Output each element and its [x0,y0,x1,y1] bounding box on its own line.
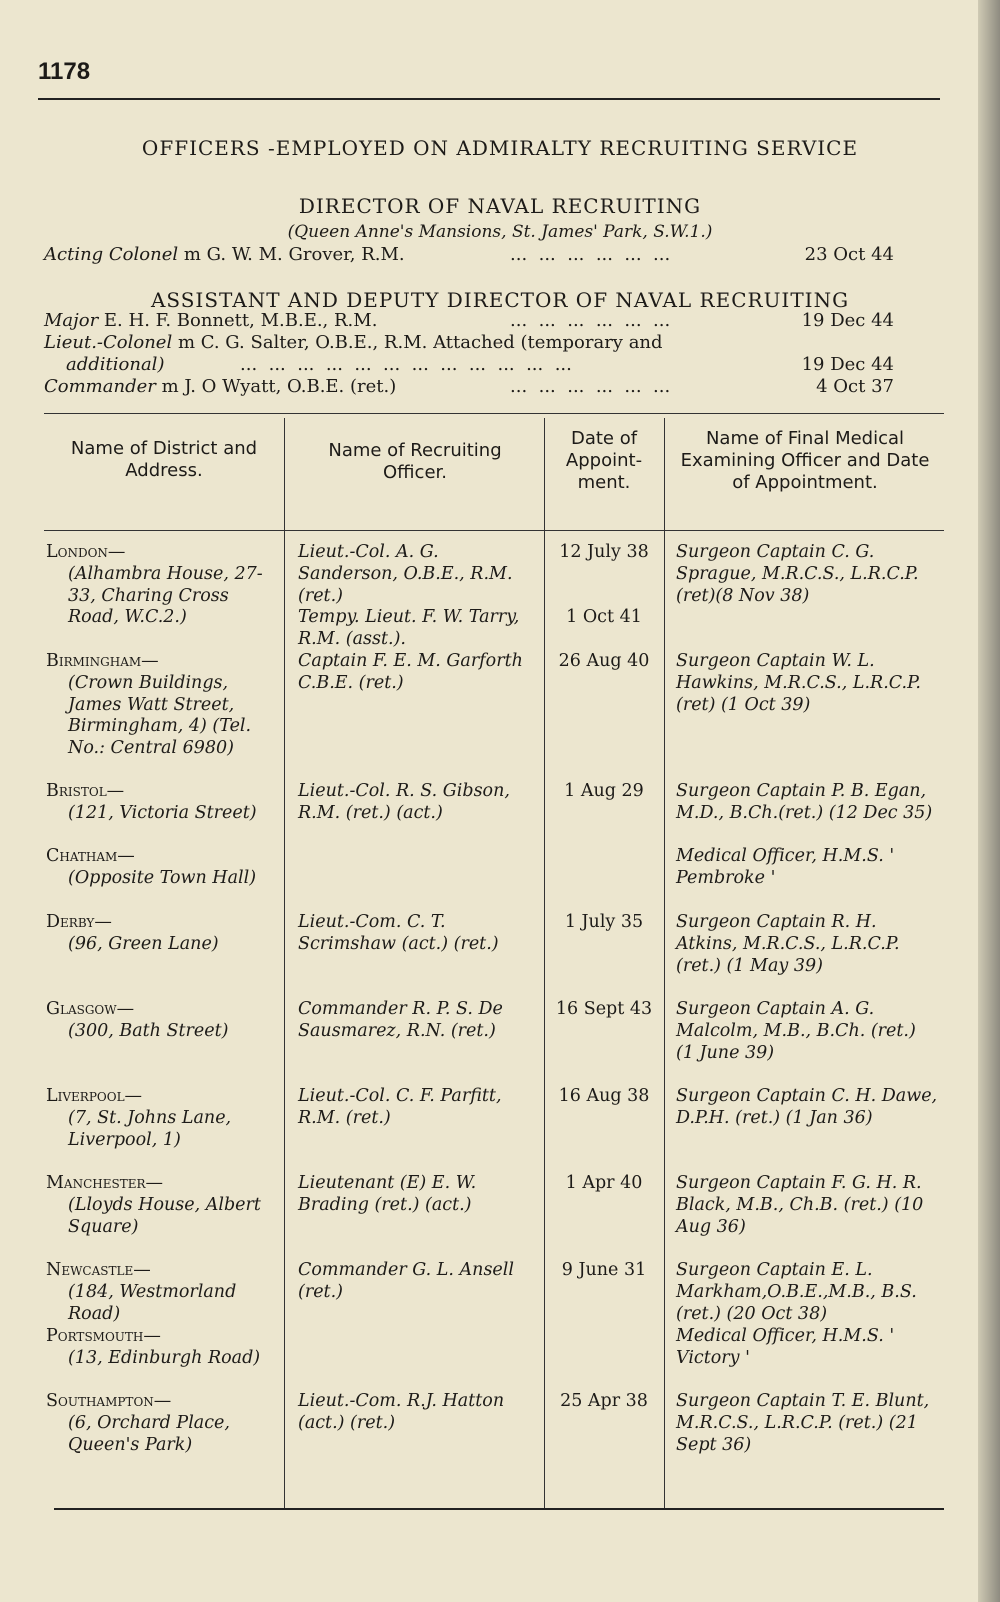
assistant-entry: Commander m J. O Wyatt, O.B.E. (ret.) ... ... ... ... ... ... 4 Oct 37 [44,376,894,397]
director-name: m G. W. M. Grover, R.M. [183,244,405,265]
column-divider [284,418,285,1510]
header-officer: Name of Recruiting Officer. [328,440,502,483]
assistant-entry: Major E. H. F. Bonnett, M.B.E., R.M. ... ... ... ... ... ... 19 Dec 44 [44,310,894,331]
entry-rank: Major [44,310,99,331]
table-row-medical: Surgeon Captain A. G. Malcolm, M.B., B.Ch. (ret.) (1 June 39) [676,999,916,1063]
table-row-district: London— (Alhambra House, 27-33, Charing Cross Road, W.C.2.) [46,542,263,628]
table-row-date: 1 July 35 [564,912,644,932]
table-row-medical: Surgeon Captain T. E. Blunt, M.R.C.S., L.R.C.P. (ret.) (21 Sept 36) [676,1391,930,1455]
header-rule [44,530,944,531]
assistant-entry-continued: additional) ... ... ... ... ... ... ... ... ... ... ... ... 19 Dec 44 [44,354,944,375]
director-rank: Acting Colonel [44,244,179,265]
entry-name: m C. G. Salter, O.B.E., R.M. Attached (temporary and [177,332,663,353]
table-row-officer: Lieut.-Col. R. S. Gibson, R.M. (ret.) (act.) [298,781,510,823]
entry-name: additional) [66,354,165,375]
table-row-district: Newcastle— (184, Westmorland Road) [46,1260,237,1324]
table-row-officer: Lieut.-Com. C. T. Scrimshaw (act.) (ret.) [298,912,499,954]
table-row-district: Liverpool— (7, St. Johns Lane, Liverpool, 1) [46,1086,232,1150]
table-row-date: 16 Sept 43 [555,999,653,1019]
table-row-medical: Medical Officer, H.M.S. ' Victory ' [676,1326,895,1368]
assistant-heading: ASSISTANT AND DEPUTY DIRECTOR OF NAVAL RECRUITING [150,288,850,312]
page-number: 1178 [38,58,91,85]
recruiting-table [44,418,944,1510]
table-row-date: 26 Aug 40 [558,651,650,671]
director-address: (Queen Anne's Mansions, St. James' Park, S.W.1.) [287,222,713,242]
entry-date: 4 Oct 37 [816,376,894,397]
director-entry: Acting Colonel m G. W. M. Grover, R.M. ... ... ... ... ... ... 23 Oct 44 [44,244,894,265]
table-row-district: Glasgow— (300, Bath Street) [46,999,229,1041]
table-row-date: 1 Aug 29 [564,781,644,801]
table-row-date: 25 Apr 38 [560,1391,648,1411]
table-bottom-rule [54,1508,944,1510]
column-divider [544,418,545,1510]
director-date: 23 Oct 44 [804,244,894,265]
table-row-officer: Captain F. E. M. Garforth C.B.E. (ret.) [298,651,523,693]
table-row-district: Bristol— (121, Victoria Street) [46,781,257,823]
table-row-officer: Tempy. Lieut. F. W. Tarry, R.M. (asst.). [298,607,520,649]
table-row-officer: Lieut.-Com. R.J. Hatton (act.) (ret.) [298,1391,505,1433]
table-row-officer: Commander G. L. Ansell (ret.) [298,1260,514,1302]
table-row-officer: Lieut.-Col. A. G. Sanderson, O.B.E., R.M. (ret.) [298,542,513,606]
table-row-date: 1 Oct 41 [566,607,642,627]
entry-date: 19 Dec 44 [801,310,894,331]
table-row-medical: Surgeon Captain C. G. Sprague, M.R.C.S., L.R.C.P.(ret)(8 Nov 38) [676,542,919,606]
table-row-medical: Medical Officer, H.M.S. ' Pembroke ' [676,846,895,888]
table-row-date: 9 June 31 [561,1260,647,1280]
table-row-medical: Surgeon Captain W. L. Hawkins, M.R.C.S., L.R.C.P. (ret) (1 Oct 39) [676,651,921,715]
table-row-date: 16 Aug 38 [558,1086,650,1106]
table-row-medical: Surgeon Captain P. B. Egan, M.D., B.Ch.(ret.) (12 Dec 35) [676,781,933,823]
entry-date: 19 Dec 44 [801,354,894,375]
header-rule [38,98,940,100]
table-row-medical: Surgeon Captain F. G. H. R. Black, M.B., Ch.B. (ret.) (10 Aug 36) [676,1173,924,1237]
section-rule [44,413,944,414]
header-district: Name of District and Address. [70,438,258,481]
table-row-officer: Lieut.-Col. C. F. Parfitt, R.M. (ret.) [298,1086,502,1128]
entry-rank: Lieut.-Colonel [44,332,173,353]
column-divider [664,418,665,1510]
table-row-medical: Surgeon Captain E. L. Markham,O.B.E.,M.B., B.S. (ret.) (20 Oct 38) [676,1260,917,1324]
table-row-medical: Surgeon Captain R. H. Atkins, M.R.C.S., L.R.C.P. (ret.) (1 May 39) [676,912,900,976]
table-row-district: Manchester— (Lloyds House, Albert Square) [46,1173,261,1237]
table-row-medical: Surgeon Captain C. H. Dawe, D.P.H. (ret.) (1 Jan 36) [676,1086,938,1128]
table-row-officer: Commander R. P. S. De Sausmarez, R.N. (ret.) [298,999,503,1041]
header-date: Date of Appoint-ment. [565,428,643,493]
table-row-district: Derby— (96, Green Lane) [46,912,219,954]
table-row-district: Southampton— (6, Orchard Place, Queen's Park) [46,1391,230,1455]
table-row-district: Birmingham— (Crown Buildings, James Watt Street, Birmingham, 4) (Tel. No.: Central 6980) [46,651,252,759]
page-binding-edge [978,0,1000,1602]
assistant-entry [44,332,944,353]
table-row-district: Portsmouth— (13, Edinburgh Road) [46,1326,261,1368]
director-heading: DIRECTOR OF NAVAL RECRUITING [298,194,702,218]
table-row-date: 1 Apr 40 [565,1173,643,1193]
page-title: OFFICERS -EMPLOYED ON ADMIRALTY RECRUITING SERVICE [141,136,859,160]
entry-name: m J. O Wyatt, O.B.E. (ret.) [161,376,397,397]
table-row-district: Chatham— (Opposite Town Hall) [46,846,257,888]
table-row-officer: Lieutenant (E) E. W. Brading (ret.) (act.) [298,1173,477,1215]
header-medical: Name of Final Medical Examining Officer and Date of Appointment. [680,428,930,493]
entry-rank: Commander [44,376,156,397]
table-row-date: 12 July 38 [559,542,649,562]
entry-name: E. H. F. Bonnett, M.B.E., R.M. [103,310,378,331]
